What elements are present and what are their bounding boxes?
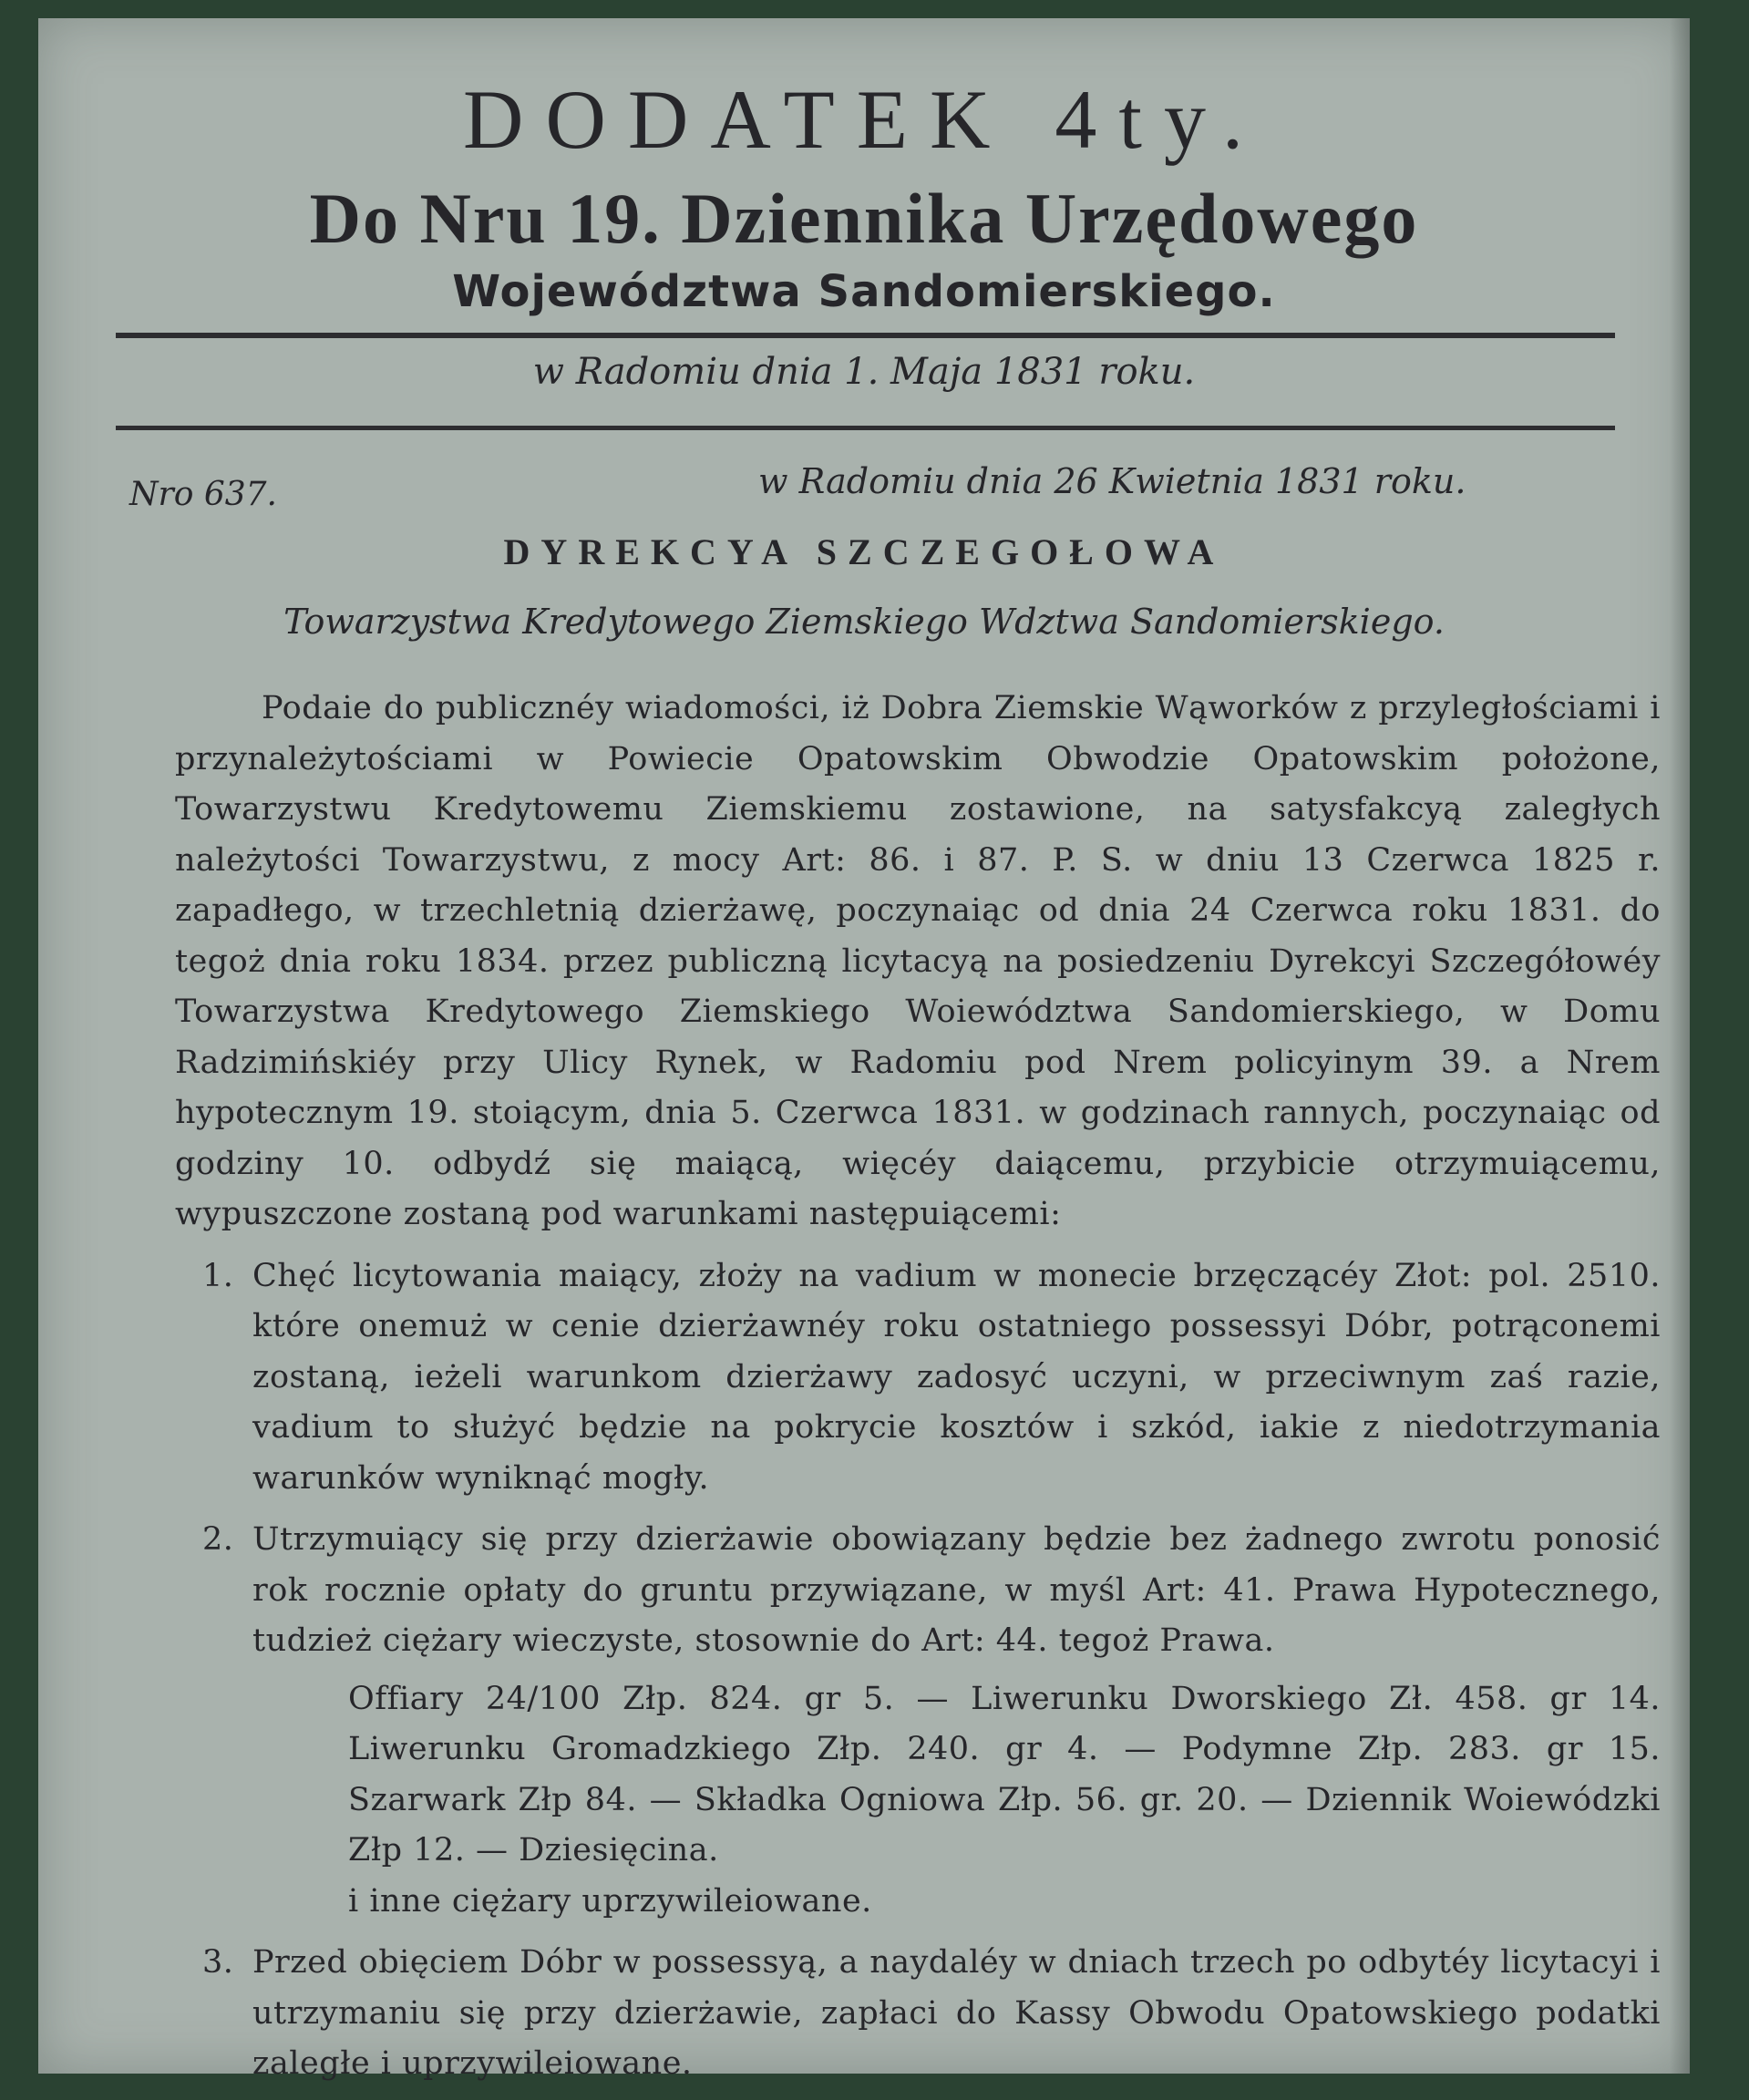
condition-item-2 — [175, 1515, 1661, 1667]
condition-item-1 — [175, 1251, 1661, 1505]
charges-extra: i inne ciężary uprzywileiowane. — [348, 1882, 872, 1920]
issue-dateline: w Radomiu dnia 1. Maja 1831 roku. — [532, 351, 1196, 393]
item-number: 2. — [202, 1521, 234, 1558]
item-text: Utrzymuiący się przy dzierżawie obowiązany będzie bez żadnego zwrotu ponosić rok rocznie opłaty do gruntu przywiązane, w myśl Art: 41. Prawa Hypotecznego, tudzież ciężary wieczyste, stosownie do Art: 44. tegoż Prawa. — [252, 1521, 1661, 1659]
item-text: Przed obięciem Dóbr w possessyą, a naydaléy w dniach trzech po odbytéy licytacyi i utrzymaniu się przy dzierżawie, zapłaci do Kassy Obwodu Opatowskiego podatki zaległe i uprzywileiowane. — [252, 1944, 1661, 2082]
journal-title: Do Nru 19. Dziennika Urzędowego — [309, 179, 1419, 258]
notice-subheading: Towarzystwa Kredytowego Ziemskiego Wdztwa Sandomierskiego. — [283, 602, 1445, 642]
item-number: 1. — [202, 1257, 234, 1294]
region-title: Województwa Sandomierskiego. — [452, 266, 1276, 317]
item-number: 3. — [202, 1944, 234, 1981]
top-rule — [116, 333, 1615, 338]
item-text: Chęć licytowania maiący, złoży na vadium w monecie brzęczącéy Złot: pol. 2510. które onemuż w cenie dzierżawnéy roku ostatniego possessyi Dóbr, potrąconemi zostaną, ieżeli warunkom dzierżawy zadosyć uczyni, w przeciwnym zaś razie, vadium to służyć będzie na pokrycie kosztów i szkód, iakie z niedotrzymania warunków wyniknąć mogły. — [252, 1257, 1661, 1497]
supplement-title: DODATEK 4ty. — [463, 73, 1265, 166]
charges-list: Offiary 24/100 Złp. 824. gr 5. — Liwerunku Dworskiego Zł. 458. gr 14. Liwerunku Gromadzkiego Złp. 240. gr 4. — Podymne Złp. 283. gr 15. Szarwark Złp 84. — Składka Ogniowa Złp. 56. gr. 20. — Dziennik Woiewódzki Złp 12. — Dziesięcina. — [348, 1680, 1661, 1868]
second-rule — [116, 426, 1615, 430]
notice-date: w Radomiu dnia 26 Kwietnia 1831 roku. — [758, 461, 1466, 501]
intro-paragraph: Podaie do publicznéy wiadomości, iż Dobra Ziemskie Wąworków z przyległościami i przynależytościami w Powiecie Opatowskim Obwodzie Opatowskim położone, Towarzystwu Kredytowemu Ziemskiemu zostawione, na satysfakcyą zaległych należytości Towarzystwu, z mocy Art: 86. i 87. P. S. w dniu 13 Czerwca 1825 r. zapadłego, w trzechletnią dzierżawę, poczynaiąc od dnia 24 Czerwca roku 1831. do tegoż dnia roku 1834. przez publiczną licytacyą na posiedzeniu Dyrekcyi Szczegółowéy Towarzystwa Kredytowego Ziemskiego Woiewództwa Sandomierskiego, w Domu Radzimińskiéy przy Ulicy Rynek, w Radomiu pod Nrem policyinym 39. a Nrem hypotecznym 19. stoiącym, dnia 5. Czerwca 1831. w godzinach rannych, poczynaiąc od godziny 10. odbydź się maiącą, więcéy daiącemu, przybicie otrzymuiącemu, wypuszczone zostaną pod warunkami następuiącemi: — [175, 690, 1661, 1232]
notice-heading: DYREKCYA SZCZEGOŁOWA — [503, 531, 1225, 572]
condition-item-3 — [175, 1938, 1661, 2090]
document-page — [38, 18, 1690, 2082]
notice-body — [175, 684, 1661, 2090]
notice-number: Nro 637. — [129, 476, 277, 513]
